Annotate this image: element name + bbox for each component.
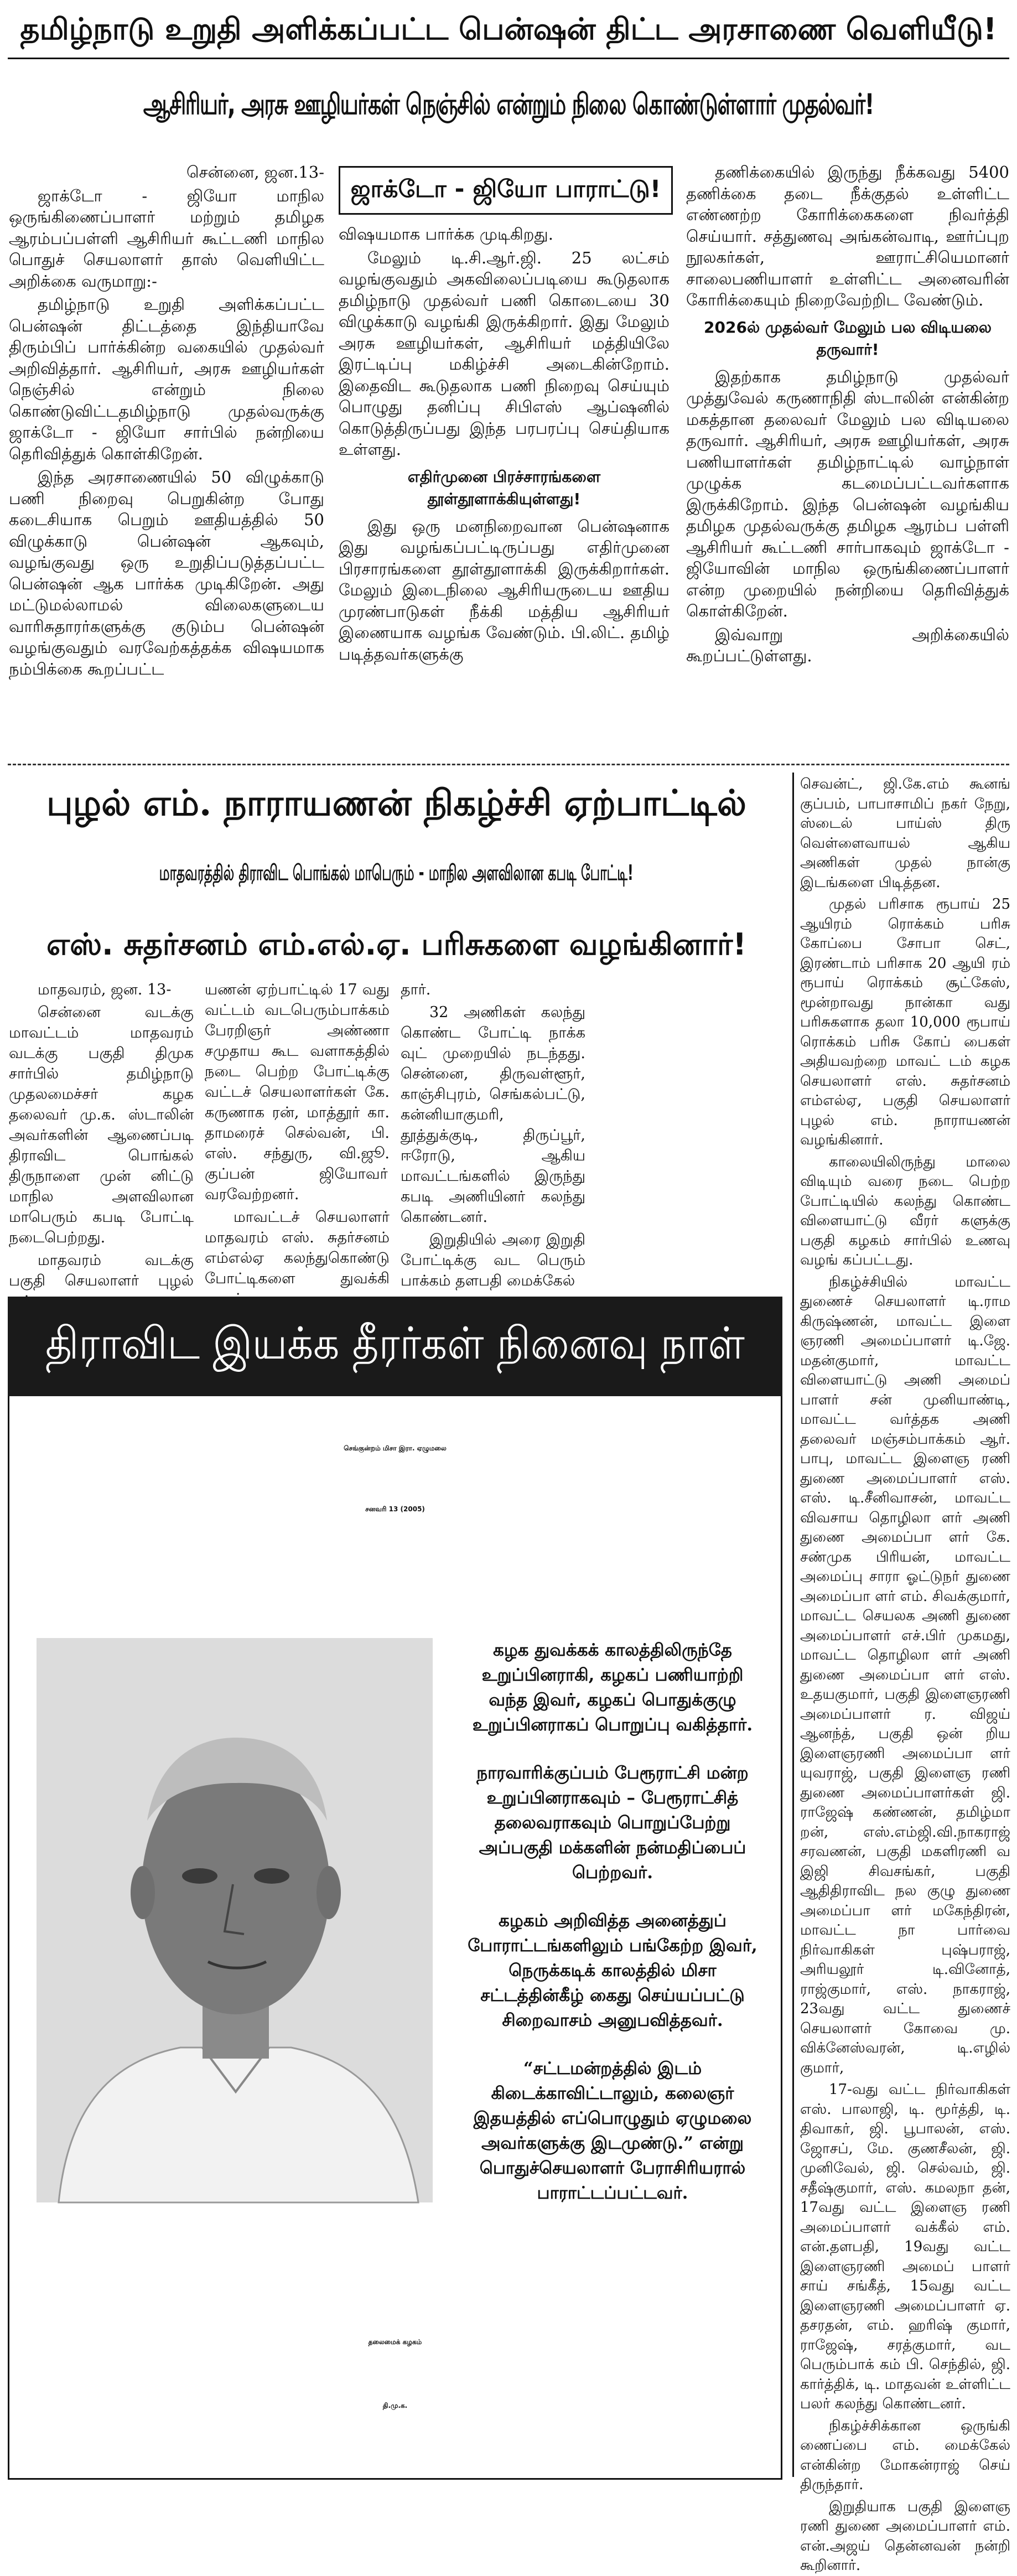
paragraph: இறுதியாக பகுதி இளைஞ ரணி துணை அமைப்பாளர் எம். என்.அஜய் தென்னவன் நன்றி கூறினார். (800, 2498, 1010, 2574)
story1-subhead-2: 2026ல் முதல்வர் மேலும் பல விடியலை தருவார்! (704, 318, 992, 359)
memorial-signature-1: தலைமைக் கழகம் (368, 2338, 422, 2346)
story2-column-3 (401, 979, 585, 1289)
story2-kicker (8, 775, 785, 836)
paragraph: இவ்வாறு அறிக்கையில் கூறப்பட்டுள்ளது. (686, 625, 1009, 665)
paragraph: விஷயமாக பார்க்க முடிகிறது. (339, 225, 553, 243)
story2-headline-text: மாதவரத்தில் திராவிட பொங்கல் மாபெரும் - மாநில அளவிலான கபடி போட்டி! (159, 861, 634, 885)
memorial-date: சனவரி 13 (2005) (365, 1505, 425, 1513)
memorial-signature-2: தி.மு.க. (382, 2402, 408, 2409)
paragraph: இது ஒரு மனநிறைவான பென்ஷனாக இது வழங்கப்பட்டிருப்பது எதிர்முனை பிரசாரங்களை தூள்தூளாக்கி இருக்கிறார்கள். மேலும் இடைநிலை ஆசிரியருடைய ஊதிய முரண்பாடுகள் நீக்கி மத்திய ஆசிரியர் இணையாக வழங்க வேண்டும். பி.லிட். தமிழ் படித்தவர்களுக்கு (339, 516, 670, 664)
headline-main-text: ஆசிரியர், அரசு ஊழியர்கள் நெஞ்சில் என்றும் நிலை கொண்டுள்ளார் முதல்வர்! (143, 87, 874, 121)
portrait-illustration (37, 1638, 433, 2202)
paragraph: சென்னை, ஜன.13- (186, 163, 324, 182)
memorial-paragraph: நாரவாரிக்குப்பம் பேரூராட்சி மன்ற உறுப்பினராகவும் – பேரூராட்சித் தலைவராகவும் பொறுப்பேற்று அப்பகுதி மக்களின் நன்மதிப்பைப் பெற்றவர். (476, 1763, 749, 1883)
story1-column-1 (9, 162, 324, 743)
story2-column-2 (205, 979, 390, 1289)
story1-box-title (339, 166, 673, 215)
paragraph: சென்னை வடக்கு மாவட்டம் மாதவரம் வடக்கு பகுதி திமுக சார்பில் தமிழ்நாடு முதலமைச்சர் கழக தலைவர் மு.க. ஸ்டாலின் அவர்களின் ஆணைப்படி திராவிட பொங்கல் திருநாளை முன் னிட்டு மாநில அளவிலான மாபெரும் கபடி போட்டி நடைபெற்றது. (9, 1004, 194, 1246)
headline-top (14, 4, 1003, 58)
memorial-banner-text: திராவிட இயக்க தீரர்கள் நினைவு நாள் (45, 1318, 745, 1369)
paragraph: யணன் ஏற்பாட்டில் 17 வது வட்டம் வடபெரும்பாக்கம் பேரறிஞர் அண்ணா சமுதாய கூட வளாகத்தில் நடை பெற்ற போட்டிக்கு வட்டச் செயலாளர்கள் கே. கருணாக ரன், மாத்தூர் கா. தாமரைச் செல்வன், பி. எஸ். சந்துரு, வி.ஜூ. குப்பன் ஜியோவா் வரவேற்றனர். (205, 981, 390, 1203)
story2-column-4 (800, 775, 1010, 2574)
memorial-paragraph: கழகம் அறிவித்த அனைத்துப் போராட்டங்களிலும் பங்கேற்ற இவர், நெருக்கடிக் காலத்தில் மிசா சட்டத்தின்கீழ் கைது செய்யப்பட்டு சிறைவாசம் அனுபவித்தவர். (468, 1911, 757, 2030)
story1-column-2 (339, 224, 670, 744)
headline-top-text: தமிழ்நாடு உறுதி அளிக்கப்பட்ட பென்ஷன் திட்ட அரசாணை வெளியீடு! (20, 11, 997, 46)
paragraph: இதற்காக தமிழ்நாடு முதல்வர் முத்துவேல் கருணாநிதி ஸ்டாலின் என்கின்ற மகத்தான தலைவர் மேலும் பல விடியலை தருவார். ஆசிரியர், அரசு ஊழியர்கள், அரசு பணியாளர்கள் தமிழ்நாட்டில் வாழ்நாள் முழுக்க கடமைப்பட்டவர்களாக இருக்கிறோம். இந்த பென்ஷன் வழங்கிய தமிழக முதல்வருக்கு தமிழக ஆரம்ப பள்ளி ஆசிரியர் கூட்டணி சார்பாகவும் ஜாக்டோ - ஜியோவின் மாநில ஒருங்கிணைப்பாளர் என்ற முறையில் நன்றியை தெரிவித்துக் கொள்கிறேன். (686, 367, 1009, 620)
story2-column-1 (9, 979, 194, 1289)
paragraph: ஜாக்டோ - ஜியோ மாநில ஒருங்கிணைப்பாளர் மற்றும் தமிழக ஆரம்பப்பள்ளி ஆசிரியர் கூட்டணி மாநில பொதுச் செயலாளர் தாஸ் வெளியிட்ட அறிக்கை வருமாறு:- (9, 186, 324, 291)
paragraph: 32 அணிகள் கலந்து கொண்ட போட்டி நாக்க வுட் முறையில் நடந்தது. சென்னை, திருவள்ளூர், காஞ்சிபுரம், செங்கல்பட்டு, கன்னியாகுமரி, தூத்துக்குடி, திருப்பூர், ஈரோடு, ஆகிய மாவட்டங்களில் இருந்து கபடி அணியினர் கலந்து கொண்டனர். (401, 1004, 585, 1226)
memorial-name: செங்குன்றம் மிசா இரா. ஏழுமலை (344, 1444, 447, 1452)
story2-kicker-text: புழல் எம். நாராயணன் நிகழ்ச்சி ஏற்பாட்டில் (46, 782, 746, 824)
paragraph: முதல் பரிசாக ரூபாய் 25 ஆயிரம் ரொக்கம் பரிசு கோப்பை சோபா செட், இரண்டாம் பரிசாக 20 ஆயி ரம் ரூபாய் ரொக்கம் சூட்கேஸ், மூன்றாவது நான்கா வது பரிசுகளாக தலா 10,000 ரூபாய் ரொக்கம் பரிசு கோப் பைகள் அதியவற்றை மாவட் டம் கழக செயலாளர் எஸ். சுதர்சனம் எம்எல்ஏ, பகுதி செயலாளர் புழல் எம். நாராயணன் வழங்கினார். (800, 896, 1010, 1148)
story1-subhead-1: எதிர்முனை பிரச்சாரங்களை தூள்தூளாக்கியுள்ளது! (407, 467, 601, 508)
paragraph: மாவட்டச் செயலாளர் மாதவரம் எஸ். சுதர்சனம் எம்எல்ஏ கலந்துகொண்டு போட்டிகளை துவக்கி (205, 1209, 390, 1287)
story2-headline (8, 841, 785, 908)
memorial-text (466, 1638, 759, 2229)
portrait-photo (37, 1638, 433, 2202)
paragraph: இறுதியில் அரை இறுதி போட்டிக்கு வட பெரும் பாக்கம் தளபதி மைக்கேல் (401, 1231, 585, 1289)
memorial-paragraph: கழக துவக்கக் காலத்திலிருந்தே உறுப்பினராகி, கழகப் பணியாற்றி வந்த இவர், கழகப் பொதுக்குழு உறுப்பினராகப் பொறுப்பு வகித்தார். (472, 1640, 753, 1735)
section-divider (8, 764, 1009, 765)
memorial-paragraph: “சட்டமன்றத்தில் இடம் கிடைக்காவிட்டாலும், கலைஞர் இதயத்தில் எப்பொழுதும் ஏழுமலை அவர்களுக்கு இடமுண்டு.” என்று பொதுச்செயலாளர் பேராசிரியரால் பாராட்டப்பட்டவர். (473, 2059, 752, 2203)
paragraph: நிகழ்ச்சிக்கான ஒருங்கி ணைப்பை எம். மைக்கேல் என்கின்ற மோகன்ராஜ் செய் திருந்தார். (800, 2417, 1010, 2493)
paragraph: மேலும் டி.சி.ஆர்.ஜி. 25 லட்சம் வழங்குவதும் அகவிலைப்படியை கூடுதலாக தமிழ்நாடு முதல்வர் பணி கொடையை 30 விழுக்காடு வழங்கி இருக்கிறார். இது மேலும் அரசு ஊழியர்கள், ஆசிரியர் மத்தியிலே இரட்டிப்பு மகிழ்ச்சி அடைகின்றோம். இதைவிட கூடுதலாக பணி நிறைவு செய்யும் பொழுது தனிப்பு சிபிஎஸ் ஆப்ஷனில் கொடுத்திருப்பது இந்த பரபரப்பு செய்தியாக உள்ளது. (339, 248, 670, 459)
column-divider (792, 773, 794, 2477)
memorial-banner (8, 1297, 782, 1396)
paragraph: 17-வது வட்ட நிர்வாகிகள் எஸ். பாலாஜி, டி. மூர்த்தி, டி. திவாகர், ஜி. பூபாலன், எஸ். ஜோசப், மே. குணசீலன், ஜி. முனிவேல், ஜி. செல்வம், ஜி. சதீஷ்குமார், எஸ். கமலநா தன், 17வது வட்ட இளைஞ ரணி அமைப்பாளர் வக்கீல் எம். என்.தளபதி, 19வது வட்ட இளைஞரணி அமைப் பாளர் சாய் சங்கீத், 15வது வட்ட இளைஞரணி அமைப்பாளர் ஏ. தசரதன், எம். ஹரிஷ் குமார், ராஜேஷ், சரத்குமார், வட பெரும்பாக் கம் பி. செந்தில், ஜி. கார்த்திக், டி. மாதவன் உள்ளிட்ட பலர் கலந்து கொண்டனர். (800, 2081, 1010, 2412)
paragraph: இந்த அரசாணையில் 50 விழுக்காடு பணி நிறைவு பெறுகின்ற போது கடைசியாக பெறும் ஊதியத்தில் 50 விழுக்காடு பென்ஷன் ஆகவும், வழங்குவது ஒரு உறுதிப்படுத்தப்பட்ட பென்ஷன் ஆக பார்க்க முடிகிறேன். அது மட்டுமல்லாமல் விலைகளுடைய வாரிசுதாரர்களுக்கு குடும்ப பென்ஷன் வழங்குவதும் வரவேற்கத்தக்க விஷயமாக நம்பிக்கை கூறப்பட்ட (9, 468, 324, 678)
paragraph: மாதவரம், ஜன. 13- (38, 981, 172, 998)
story1-box-title-text: ஜாக்டோ - ஜியோ பாராட்டு! (350, 175, 661, 203)
paragraph: மாதவரம் வடக்கு பகுதி செயலாளர் புழல் (9, 1252, 194, 1289)
paragraph: நிகழ்ச்சியில் மாவட்ட துணைச் செயலாளர் டி.ராம கிருஷ்ணன், மாவட்ட இளை ஞரணி அமைப்பாளர் டி.ஜே. மதன்குமார், மாவட்ட விளையாட்டு அணி அமைப் பாளர் சன் முனியாண்டி, மாவட்ட வர்த்தக அணி தலைவர் மஞ்சம்பாக்கம் ஆர். பாபு, மாவட்ட இளைஞ ரணி துணை அமைப்பாளர் எஸ். எஸ். டி.சீனிவாசன், மாவட்ட விவசாய தொழிலா ளர் அணி துணை அமைப்பா ளர் கே. சண்முக பிரியன், மாவட்ட அமைப்பு சாரா ஓட்டுநர் துணை அமைப்பா ளர் எம். சிவக்குமார், மாவட்ட செயலக அணி துணை அமைப்பாளர் எச்.பிர் முகமது, மாவட்ட தொழிலா ளர் அணி துணை அமைப்பா ளர் எஸ். உதயகுமார், பகுதி இளைஞரணி அமைப்பாளர் ர. விஜய் ஆனந்த், பகுதி ஒன் றிய இளைஞரணி அமைப்பா ளர் யுவராஜ், பகுதி இளைஞ ரணி துணை அமைப்பாளர்கள் ஜி. ராஜேஷ் கண்ணன், தமிழ்மா றன், எஸ்.எம்ஜி.வி.நாகராஜ் சரவணன், பகுதி மகளிரணி வ இஜி சிவசங்கர், பகுதி ஆதிதிராவிட நல குழு துணை அமைப்பா ளர் மகேந்திரன், மாவட்ட நா பார்வை நிர்வாகிகள் புஷ்பராஜ், அரியலூர் டி.வினோத், ராஜ்குமார், எஸ். நாகராஜ், 23வது வட்ட துணைச் செயலாளர் கோவை மு. விக்னேஸ்வரன், டி.எழில் குமார், (800, 1273, 1010, 2076)
story1-column-3 (686, 162, 1009, 743)
paragraph: தணிக்கையில் இருந்து நீக்கவது 5400 தணிக்கை தடை நீக்குதல் உள்ளிட்ட எண்ணற்ற கோரிக்கைகளை நிவர்த்தி செய்யார். சத்துணவு அங்கன்வாடி, ஊர்ப்புற நூலகர்கள், ஊராட்சியெமானர் சாலைபணியாளர் உள்ளிட்ட அனைவரின் கோரிக்கையும் நிறைவேற்றிட வேண்டும். (686, 163, 1009, 309)
story2-subheadline-text: எஸ். சுதர்சனம் எம்.எல்.ஏ. பரிசுகளை வழங்கினார்! (46, 926, 747, 962)
paragraph: காலையிலிருந்து மாலை விடியும் வரை நடை பெற்ற போட்டியில் கலந்து கொண்ட விளையாட்டு வீரர் களுக்கு பகுதி கழகம் சார்பில் உணவு வழங் கப்பட்டது. (800, 1153, 1010, 1268)
headline-main (8, 58, 1009, 155)
paragraph: தார். (401, 981, 431, 998)
paragraph: செவன்ட், ஜி.கே.எம் கூனங் குப்பம், பாபாசாமிப் நகர் நேறு, ஸ்டைல் பாய்ஸ் திரு வெள்ளைவாயல் ஆகிய அணிகள் முதல் நான்கு இடங்களை பிடித்தன. (800, 776, 1010, 891)
story2-subheadline (8, 919, 785, 974)
paragraph: தமிழ்நாடு உறுதி அளிக்கப்பட்ட பென்ஷன் திட்டத்தை இந்தியாவே திரும்பிப் பார்க்கின்ற வகையில் முதல்வர் அறிவித்தார். ஆசிரியர், அரசு ஊழியர்கள் நெஞ்சில் என்றும் நிலை கொண்டுவிட்டதமிழ்நாடு முதல்வருக்கு ஜாக்டோ - ஜியோ சார்பில் நன்றியை தெரிவித்துக் கொள்கிறேன். (9, 295, 324, 463)
